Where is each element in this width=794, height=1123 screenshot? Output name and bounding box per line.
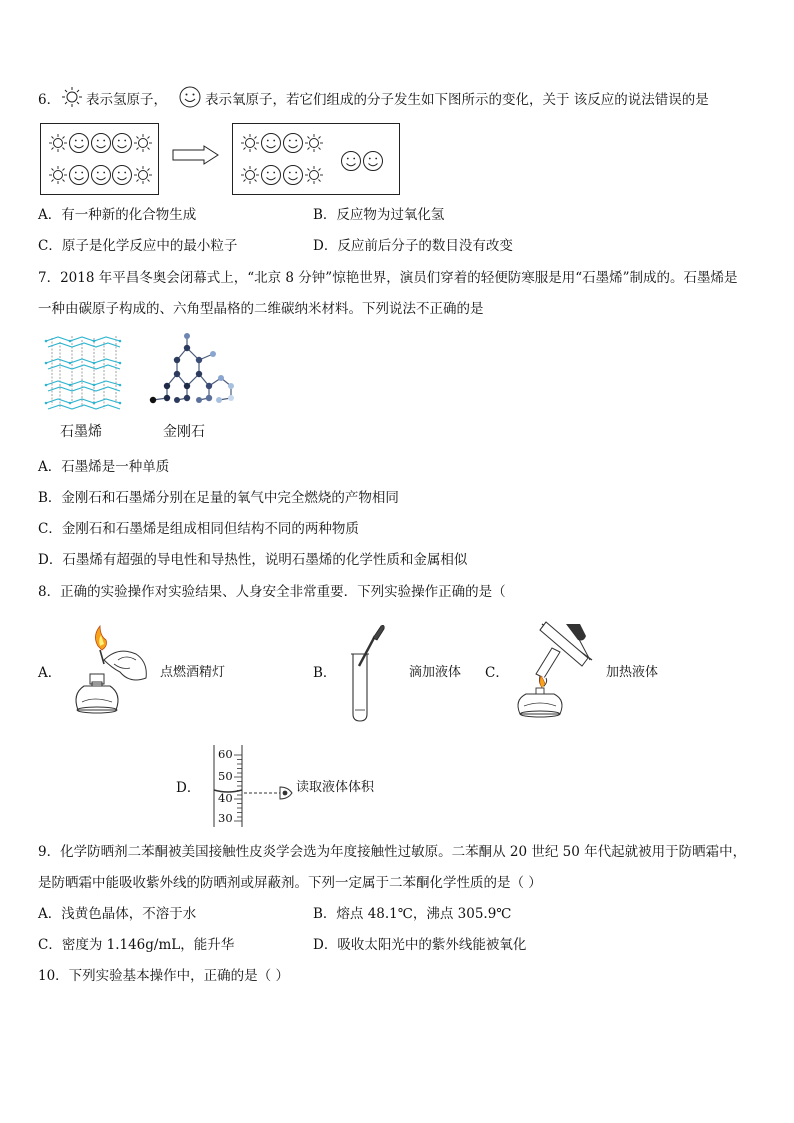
q8-option-d-label: 读取液体体积	[296, 780, 375, 795]
cylinder-tick-50: 50	[218, 769, 233, 783]
q9-option-b: B．熔点 48.1℃，沸点 305.9℃	[313, 906, 512, 922]
q8-option-b-letter: B．	[313, 665, 337, 681]
q6-text-o: 表示氧原子，若它们组成的分子发生如下图所示的变化，关于 该反应的说法错误的是	[205, 92, 709, 108]
q7-stem-line1: 7．2018 年平昌冬奥会闭幕式上，“北京 8 分钟”惊艳世界，演员们穿着的轻便防寒服是用“石墨烯”制成的。石墨烯是	[38, 270, 738, 286]
q7-option-d: D．石墨烯有超强的导电性和导热性，说明石墨烯的化学性质和金属相似	[38, 552, 468, 568]
q8-option-c-label: 加热液体	[606, 665, 659, 680]
q8-option-b-label: 滴加液体	[409, 665, 462, 680]
cylinder-tick-60: 60	[218, 747, 233, 761]
graphene-caption: 石墨烯	[60, 424, 102, 440]
cylinder-tick-30: 30	[218, 811, 233, 825]
heating-test-tube-icon	[506, 620, 602, 720]
q8-option-c-letter: C．	[485, 665, 509, 681]
q6-option-c: C．原子是化学反应中的最小粒子	[38, 238, 238, 254]
q9-option-a: A．浅黄色晶体，不溶于水	[38, 906, 197, 922]
q9-option-d: D．吸收太阳光中的紫外线能被氧化	[313, 937, 527, 953]
q8-option-a-label: 点燃酒精灯	[160, 665, 226, 680]
cylinder-tick-40: 40	[218, 791, 233, 805]
dropper-test-tube-icon	[345, 624, 395, 724]
q7-option-b: B．金刚石和石墨烯分别在足量的氧气中完全燃烧的产物相同	[38, 490, 399, 506]
reactant-molecules	[40, 123, 158, 195]
diamond-caption: 金刚石	[163, 424, 205, 440]
reaction-arrow	[172, 145, 220, 165]
q8-option-a-letter: A．	[38, 665, 62, 681]
q7-option-c: C．金刚石和石墨烯是组成相同但结构不同的两种物质	[38, 521, 359, 537]
q7-option-a: A．石墨烯是一种单质	[38, 459, 170, 475]
q6-text-h: 表示氢原子，	[86, 92, 167, 108]
diamond-structure-image	[143, 330, 235, 406]
q9-stem-line1: 9．化学防晒剂二苯酮被美国接触性皮炎学会选为年度接触性过敏原。二苯酮从 20 世纪 50 年代起就被用于防晒霜中，	[38, 844, 747, 860]
q6-option-b: B．反应物为过氧化氢	[313, 207, 445, 223]
hydrogen-atom-icon	[60, 86, 84, 108]
q9-option-c: C．密度为 1.146g/mL，能升华	[38, 937, 235, 953]
q6-option-a: A．有一种新的化合物生成	[38, 207, 197, 223]
q8-stem: 8．正确的实验操作对实验结果、人身安全非常重要．下列实验操作正确的是（	[38, 584, 506, 600]
graphene-structure-image	[42, 333, 124, 413]
q8-option-d-letter: D．	[176, 780, 201, 796]
product-molecules	[232, 123, 400, 195]
oxygen-atom-icon	[178, 85, 202, 109]
q6-number: 6．	[38, 92, 61, 108]
alcohol-lamp-lighting-icon	[70, 624, 156, 718]
q6-option-d: D．反应前后分子的数目没有改变	[313, 238, 513, 254]
q10-stem: 10．下列实验基本操作中，正确的是（ ）	[38, 968, 289, 984]
q7-stem-line2: 一种由碳原子构成的、六角型晶格的二维碳纳米材料。下列说法不正确的是	[38, 301, 484, 317]
q9-stem-line2: 是防晒霜中能吸收紫外线的防晒剂或屏蔽剂。下列一定属于二苯酮化学性质的是（ ）	[38, 875, 542, 891]
